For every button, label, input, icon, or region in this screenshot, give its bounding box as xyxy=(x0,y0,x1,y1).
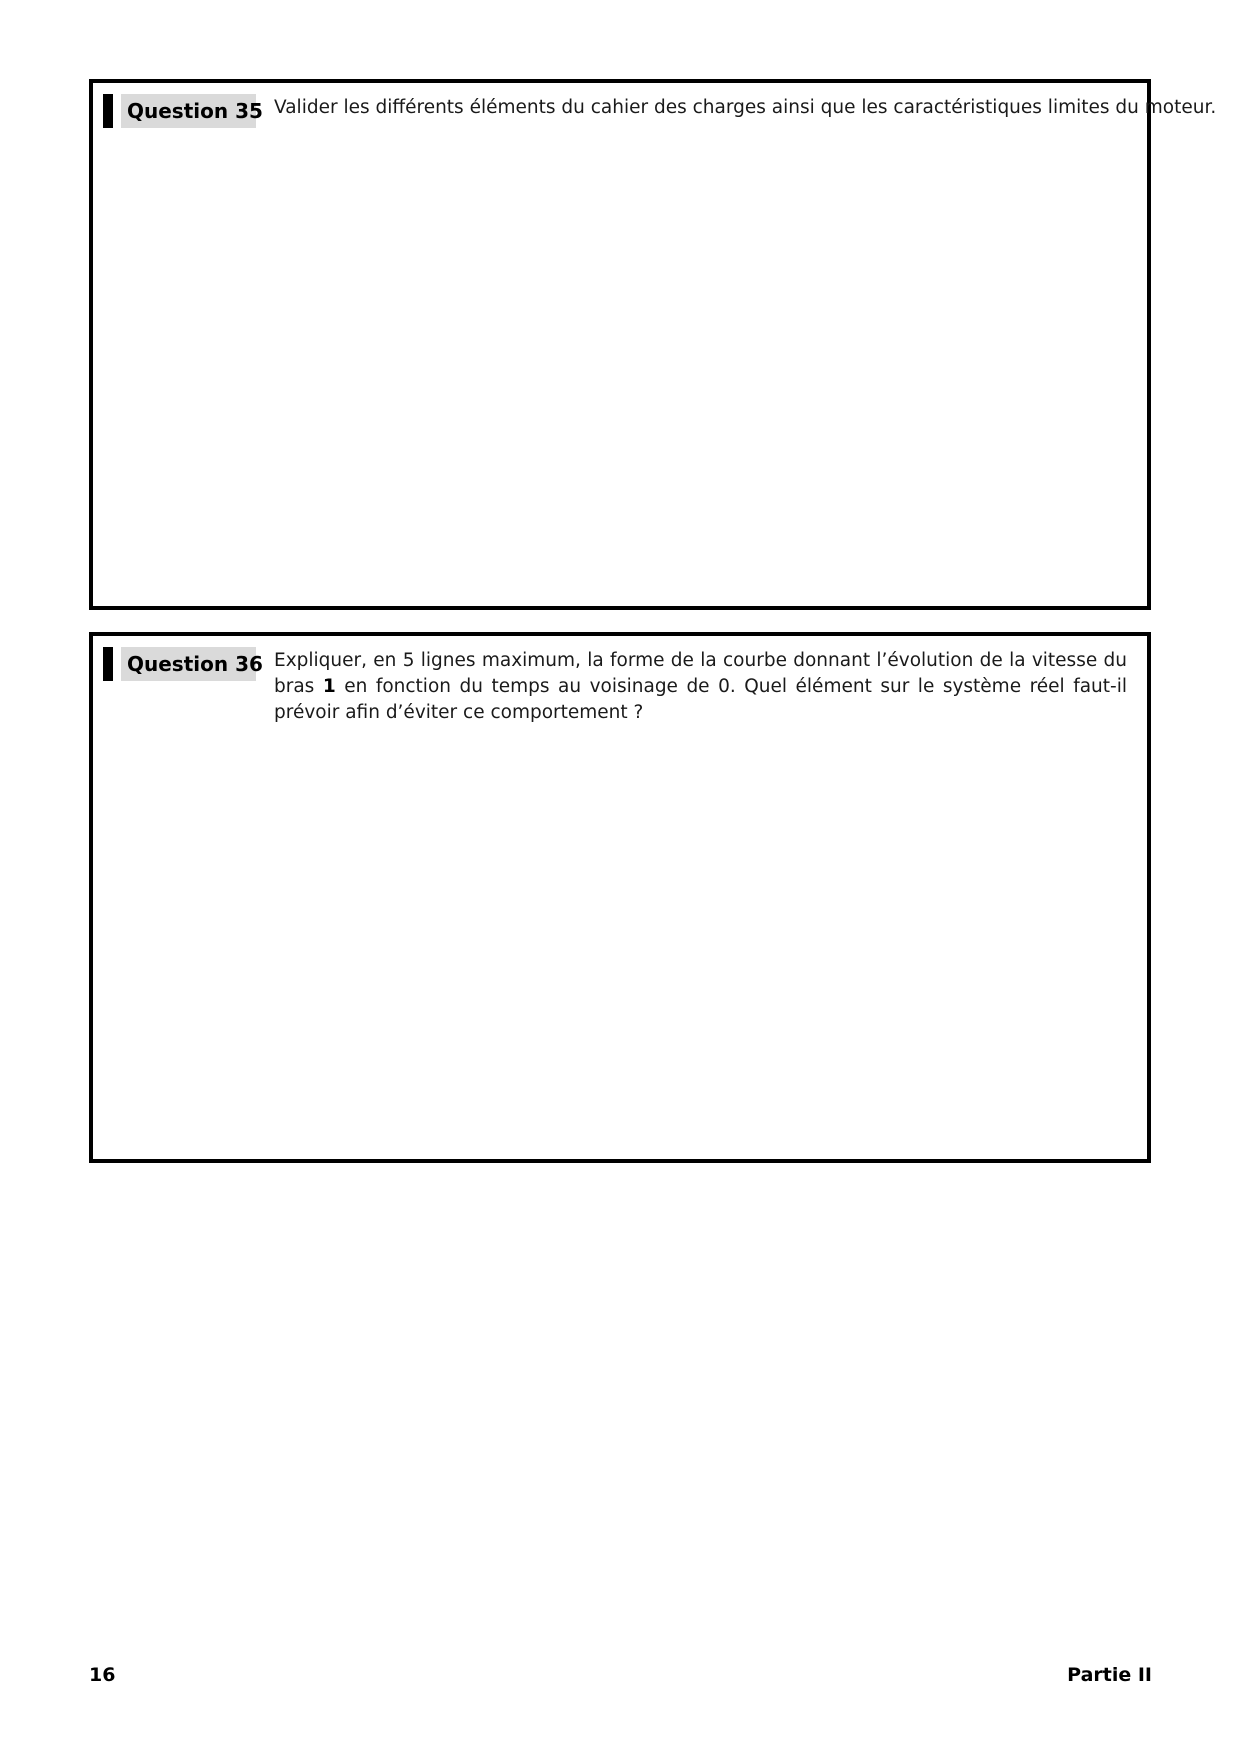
question-label: Question 36 xyxy=(121,647,256,681)
answer-box-question-36[interactable] xyxy=(89,632,1151,1163)
question-marker-bar xyxy=(103,94,113,128)
answer-box-question-35[interactable] xyxy=(89,79,1217,610)
question-text: Valider les différents éléments du cahier des charges ainsi que les caractéristiques limites du moteur. xyxy=(274,97,1217,118)
question-text xyxy=(274,648,1127,726)
question-text-bold-part: 1 xyxy=(322,676,336,697)
question-text-part: Expliquer, en 5 lignes maximum, la forme de la courbe donnant l’évolution de la vitesse du bras xyxy=(274,650,1127,697)
question-marker-bar xyxy=(103,647,113,681)
question-text-part: en fonction du temps au voisinage de 0. Quel élément sur le système réel faut-il prévoir afin d’éviter ce comportement ? xyxy=(274,676,1127,723)
section-label: Partie II xyxy=(1067,1664,1152,1686)
question-label: Question 35 xyxy=(121,94,256,128)
page-number: 16 xyxy=(89,1664,116,1686)
